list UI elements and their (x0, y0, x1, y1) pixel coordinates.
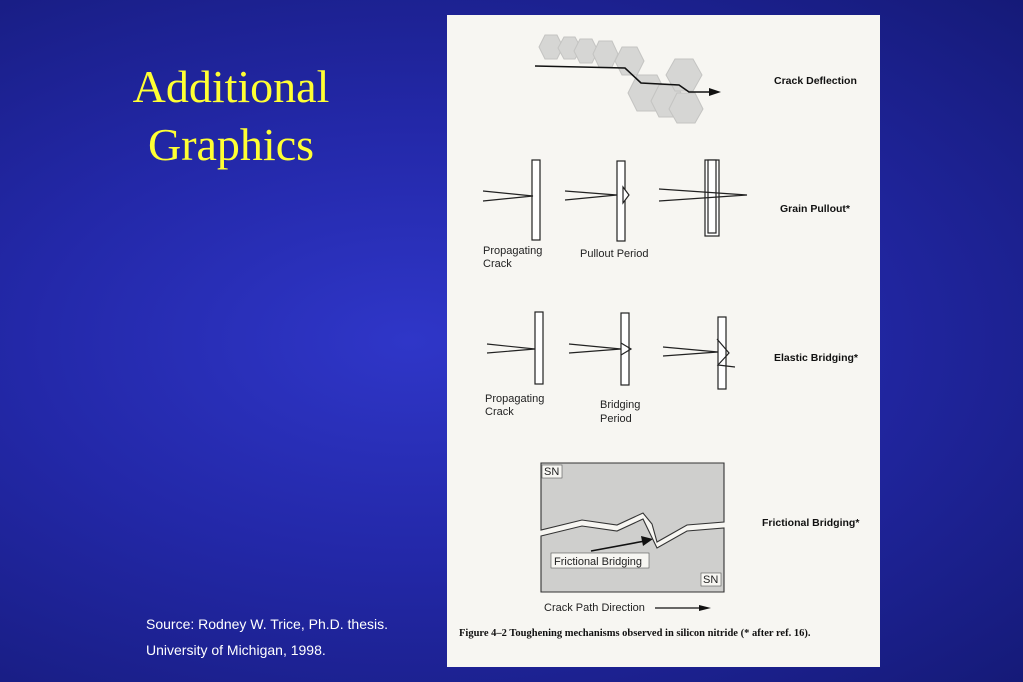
figure-panel (447, 15, 880, 667)
label-bridging-period-b: Period (600, 413, 632, 425)
grain-bar-1 (532, 160, 540, 240)
label-elastic-bridging: Elastic Bridging* (774, 352, 859, 364)
title-line-2: Graphics (147, 119, 315, 170)
label-crack-deflection: Crack Deflection (774, 75, 857, 87)
slide-title (100, 58, 362, 174)
source-line-2: University of Michigan, 1998. (146, 642, 326, 658)
direction-arrow-head (699, 605, 711, 611)
grain-texture (539, 35, 703, 123)
crack-wedge-1 (483, 191, 533, 201)
label-crack-path-direction: Crack Path Direction (544, 602, 645, 614)
source-line-1: Source: Rodney W. Trice, Ph.D. thesis. (146, 616, 388, 632)
title-line-1: Additional (132, 61, 330, 112)
elastic-bridging-diagram (487, 312, 735, 389)
label-propagating-crack-2a: Propagating (485, 393, 545, 405)
label-pullout-period: Pullout Period (580, 248, 649, 260)
label-propagating-crack-1b: Crack (483, 258, 512, 270)
bridge-crack-1 (487, 344, 535, 353)
crack-wedge-2 (565, 191, 617, 200)
toughening-mechanisms-diagram (447, 15, 880, 667)
label-sn-top: SN (544, 466, 560, 478)
label-grain-pullout: Grain Pullout* (780, 203, 851, 215)
grain-bar-3-inner (708, 160, 716, 233)
label-frictional-inner: Frictional Bridging (554, 556, 643, 568)
source-citation (146, 611, 388, 663)
label-frictional-bridging: Frictional Bridging* (762, 517, 860, 529)
pullout-tip-2 (623, 187, 629, 203)
label-bridging-period-a: Bridging (600, 399, 641, 411)
bridge-bar-3 (718, 317, 726, 389)
bridge-crack-3 (663, 347, 718, 356)
frictional-bridging-diagram (541, 463, 724, 614)
crack-wedge-3 (659, 189, 747, 201)
bridge-bar-2 (621, 313, 629, 385)
bridge-bar-1 (535, 312, 543, 384)
label-propagating-crack-1a: Propagating (483, 245, 543, 257)
label-propagating-crack-2b: Crack (485, 406, 514, 418)
grain-pullout-diagram (483, 160, 747, 241)
figure-caption: Figure 4–2 Toughening mechanisms observed in silicon nitride (* after ref. 16). (459, 628, 811, 639)
bridge-crack-2 (569, 344, 621, 353)
deflection-arrowhead (709, 88, 721, 96)
crack-deflection-diagram (535, 35, 857, 123)
label-sn-bottom: SN (703, 574, 719, 586)
